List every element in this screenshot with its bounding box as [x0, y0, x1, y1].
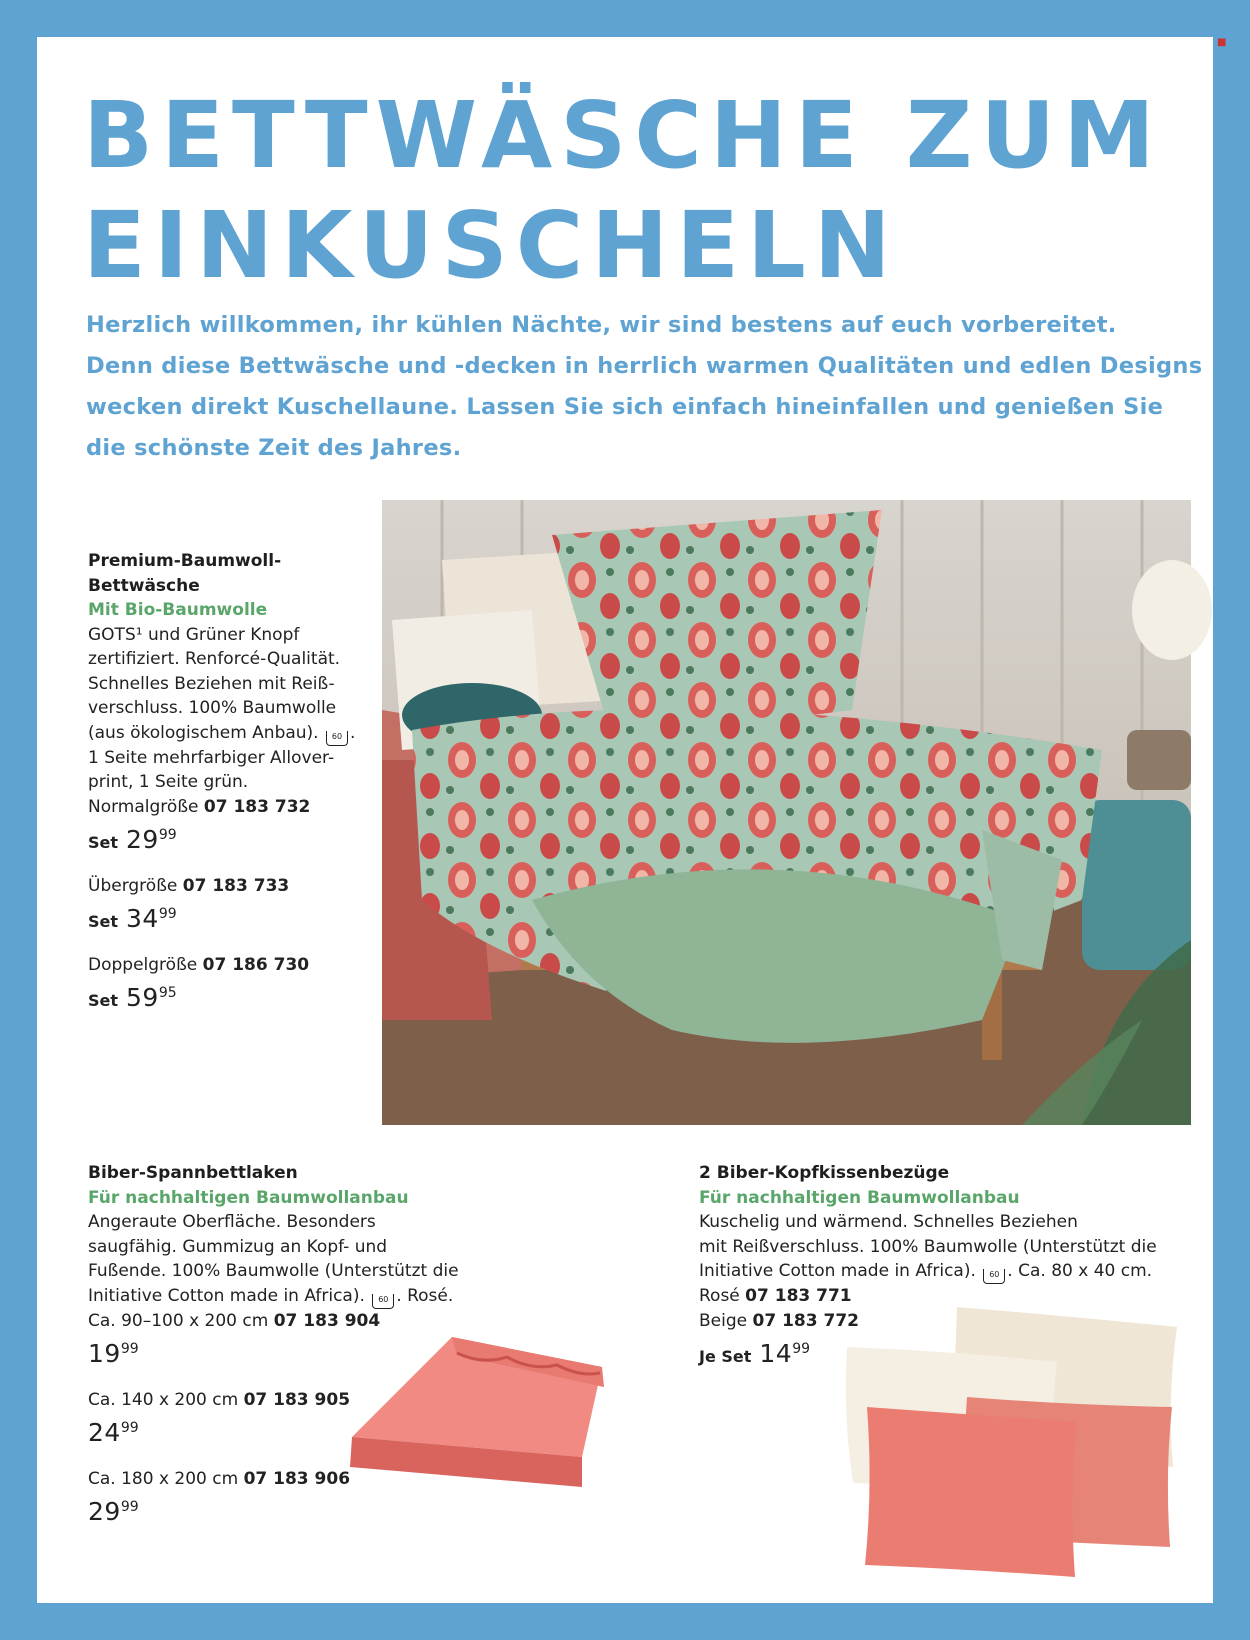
article-number: 07 183 905 [243, 1389, 351, 1410]
wash-60-icon: 60 [372, 1294, 394, 1309]
product-description-line: Fußende. 100% Baumwolle (Unterstützt die [88, 1261, 459, 1281]
price-main: 29 [88, 1497, 121, 1526]
variant-label: Doppelgröße [88, 954, 198, 975]
article-number: 07 183 904 [273, 1310, 381, 1331]
price-unit: Set [88, 833, 119, 852]
variant-label: Ca. 140 x 200 cm [88, 1389, 239, 1410]
product-description-line: Angeraute Oberfläche. Besonders [88, 1212, 376, 1232]
color-mark-icon: ■ [1217, 37, 1227, 48]
price-cents: 99 [120, 1420, 139, 1436]
product-title: Bettwäsche [88, 575, 200, 596]
product-description-line: verschluss. 100% Baumwolle [88, 698, 337, 718]
bedroom-photo [382, 500, 1191, 1125]
price-main: 29 [126, 825, 159, 854]
headline-line-1: BETTWÄSCHE ZUM [83, 82, 1163, 189]
variant-line [88, 874, 348, 899]
variant-label: Rosé [699, 1286, 740, 1306]
product-subtitle: Für nachhaltigen Baumwollanbau [88, 1187, 409, 1208]
product-description-line: mit Reißverschluss. 100% Baumwolle (Unterstützt die [699, 1236, 1157, 1257]
price-unit: Set [88, 912, 119, 931]
price-unit: Set [88, 991, 119, 1010]
product-description-line: print, 1 Seite grün. [88, 772, 249, 792]
price-cents: 99 [120, 1499, 139, 1515]
intro-text [86, 305, 1203, 469]
variant-label: Normalgröße [88, 796, 199, 817]
product-description-line: Initiative Cotton made in Africa). 60 . Rosé. [88, 1284, 458, 1309]
description-text: Initiative Cotton made in Africa). [88, 1285, 365, 1306]
article-number: 07 186 730 [202, 954, 310, 975]
color-text: Rosé. [407, 1285, 454, 1306]
premium-bedding-info [88, 549, 356, 1014]
pillowcases-image [837, 1287, 1207, 1587]
variant-label: Ca. 90–100 x 200 cm [88, 1310, 269, 1331]
price-cents: 99 [158, 827, 177, 843]
product-subtitle: Für nachhaltigen Baumwollanbau [699, 1187, 1020, 1208]
variant-label: Ca. 180 x 200 cm [88, 1468, 239, 1489]
product-description-line: Schnelles Beziehen mit Reiß- [88, 673, 335, 694]
fitted-sheet-image [342, 1327, 622, 1507]
description-text: (aus ökologischem Anbau). [88, 722, 319, 743]
price-cents: 95 [158, 985, 177, 1001]
article-number: 07 183 772 [752, 1310, 859, 1331]
product-subtitle: Mit Bio-Baumwolle [88, 600, 268, 620]
product-title: 2 Biber-Kopfkissenbezüge [699, 1163, 950, 1183]
headline-line-2: EINKUSCHELN [83, 192, 899, 299]
variant-label: Beige [699, 1310, 748, 1331]
price-main: 59 [126, 983, 159, 1012]
wash-60-icon: 60 [983, 1269, 1005, 1284]
wash-60-icon: 60 [326, 731, 348, 746]
article-number: 07 183 906 [243, 1468, 351, 1489]
product-description-line: (aus ökologischem Anbau). 60 . [88, 721, 348, 746]
product-description-line: zertifiziert. Renforcé-Qualität. [88, 649, 341, 669]
catalog-page [37, 37, 1227, 1603]
article-number: 07 183 733 [182, 875, 290, 896]
article-number: 07 183 771 [745, 1286, 852, 1306]
product-description-line: Initiative Cotton made in Africa). 60 . Ca. 80 x 40 cm. [699, 1259, 1169, 1284]
price-main: 14 [759, 1339, 793, 1368]
price-main: 24 [88, 1418, 121, 1447]
variant-label: Übergröße [88, 875, 178, 896]
product-description-line: Kuschelig und wärmend. Schnelles Beziehen [699, 1212, 1078, 1232]
product-description-line: 1 Seite mehrfarbiger Allover- [88, 747, 335, 768]
product-title: Biber-Spannbettlaken [88, 1163, 298, 1183]
headline [83, 81, 1203, 301]
price [88, 902, 348, 935]
price-cents: 99 [158, 906, 177, 922]
price-unit: Je Set [699, 1347, 752, 1366]
product-title: Premium-Baumwoll- [88, 551, 282, 571]
price-main: 19 [88, 1339, 121, 1368]
price [88, 981, 348, 1014]
price-cents: 99 [792, 1341, 811, 1357]
article-number: 07 183 732 [203, 796, 311, 817]
price-main: 34 [126, 904, 159, 933]
description-text: Initiative Cotton made in Africa). [699, 1261, 976, 1281]
intro-line: Herzlich willkommen, ihr kühlen Nächte, wir sind bestens auf euch vorbereitet. [86, 312, 1117, 338]
size-text: Ca. 80 x 40 cm. [1018, 1261, 1153, 1281]
price [88, 823, 348, 856]
intro-line: Denn diese Bettwäsche und -decken in herrlich warmen Qualitäten und edlen Designs [86, 353, 1203, 379]
price-cents: 99 [120, 1341, 139, 1357]
product-description-line: saugfähig. Gummizug an Kopf- und [88, 1236, 388, 1257]
product-description-line: GOTS¹ und Grüner Knopf [88, 624, 300, 645]
variant-line [88, 795, 348, 820]
intro-line: die schönste Zeit des Jahres. [86, 435, 462, 461]
variant-line [88, 953, 348, 978]
intro-line: wecken direkt Kuschellaune. Lassen Sie sich einfach hineinfallen und genießen Sie [86, 394, 1164, 420]
